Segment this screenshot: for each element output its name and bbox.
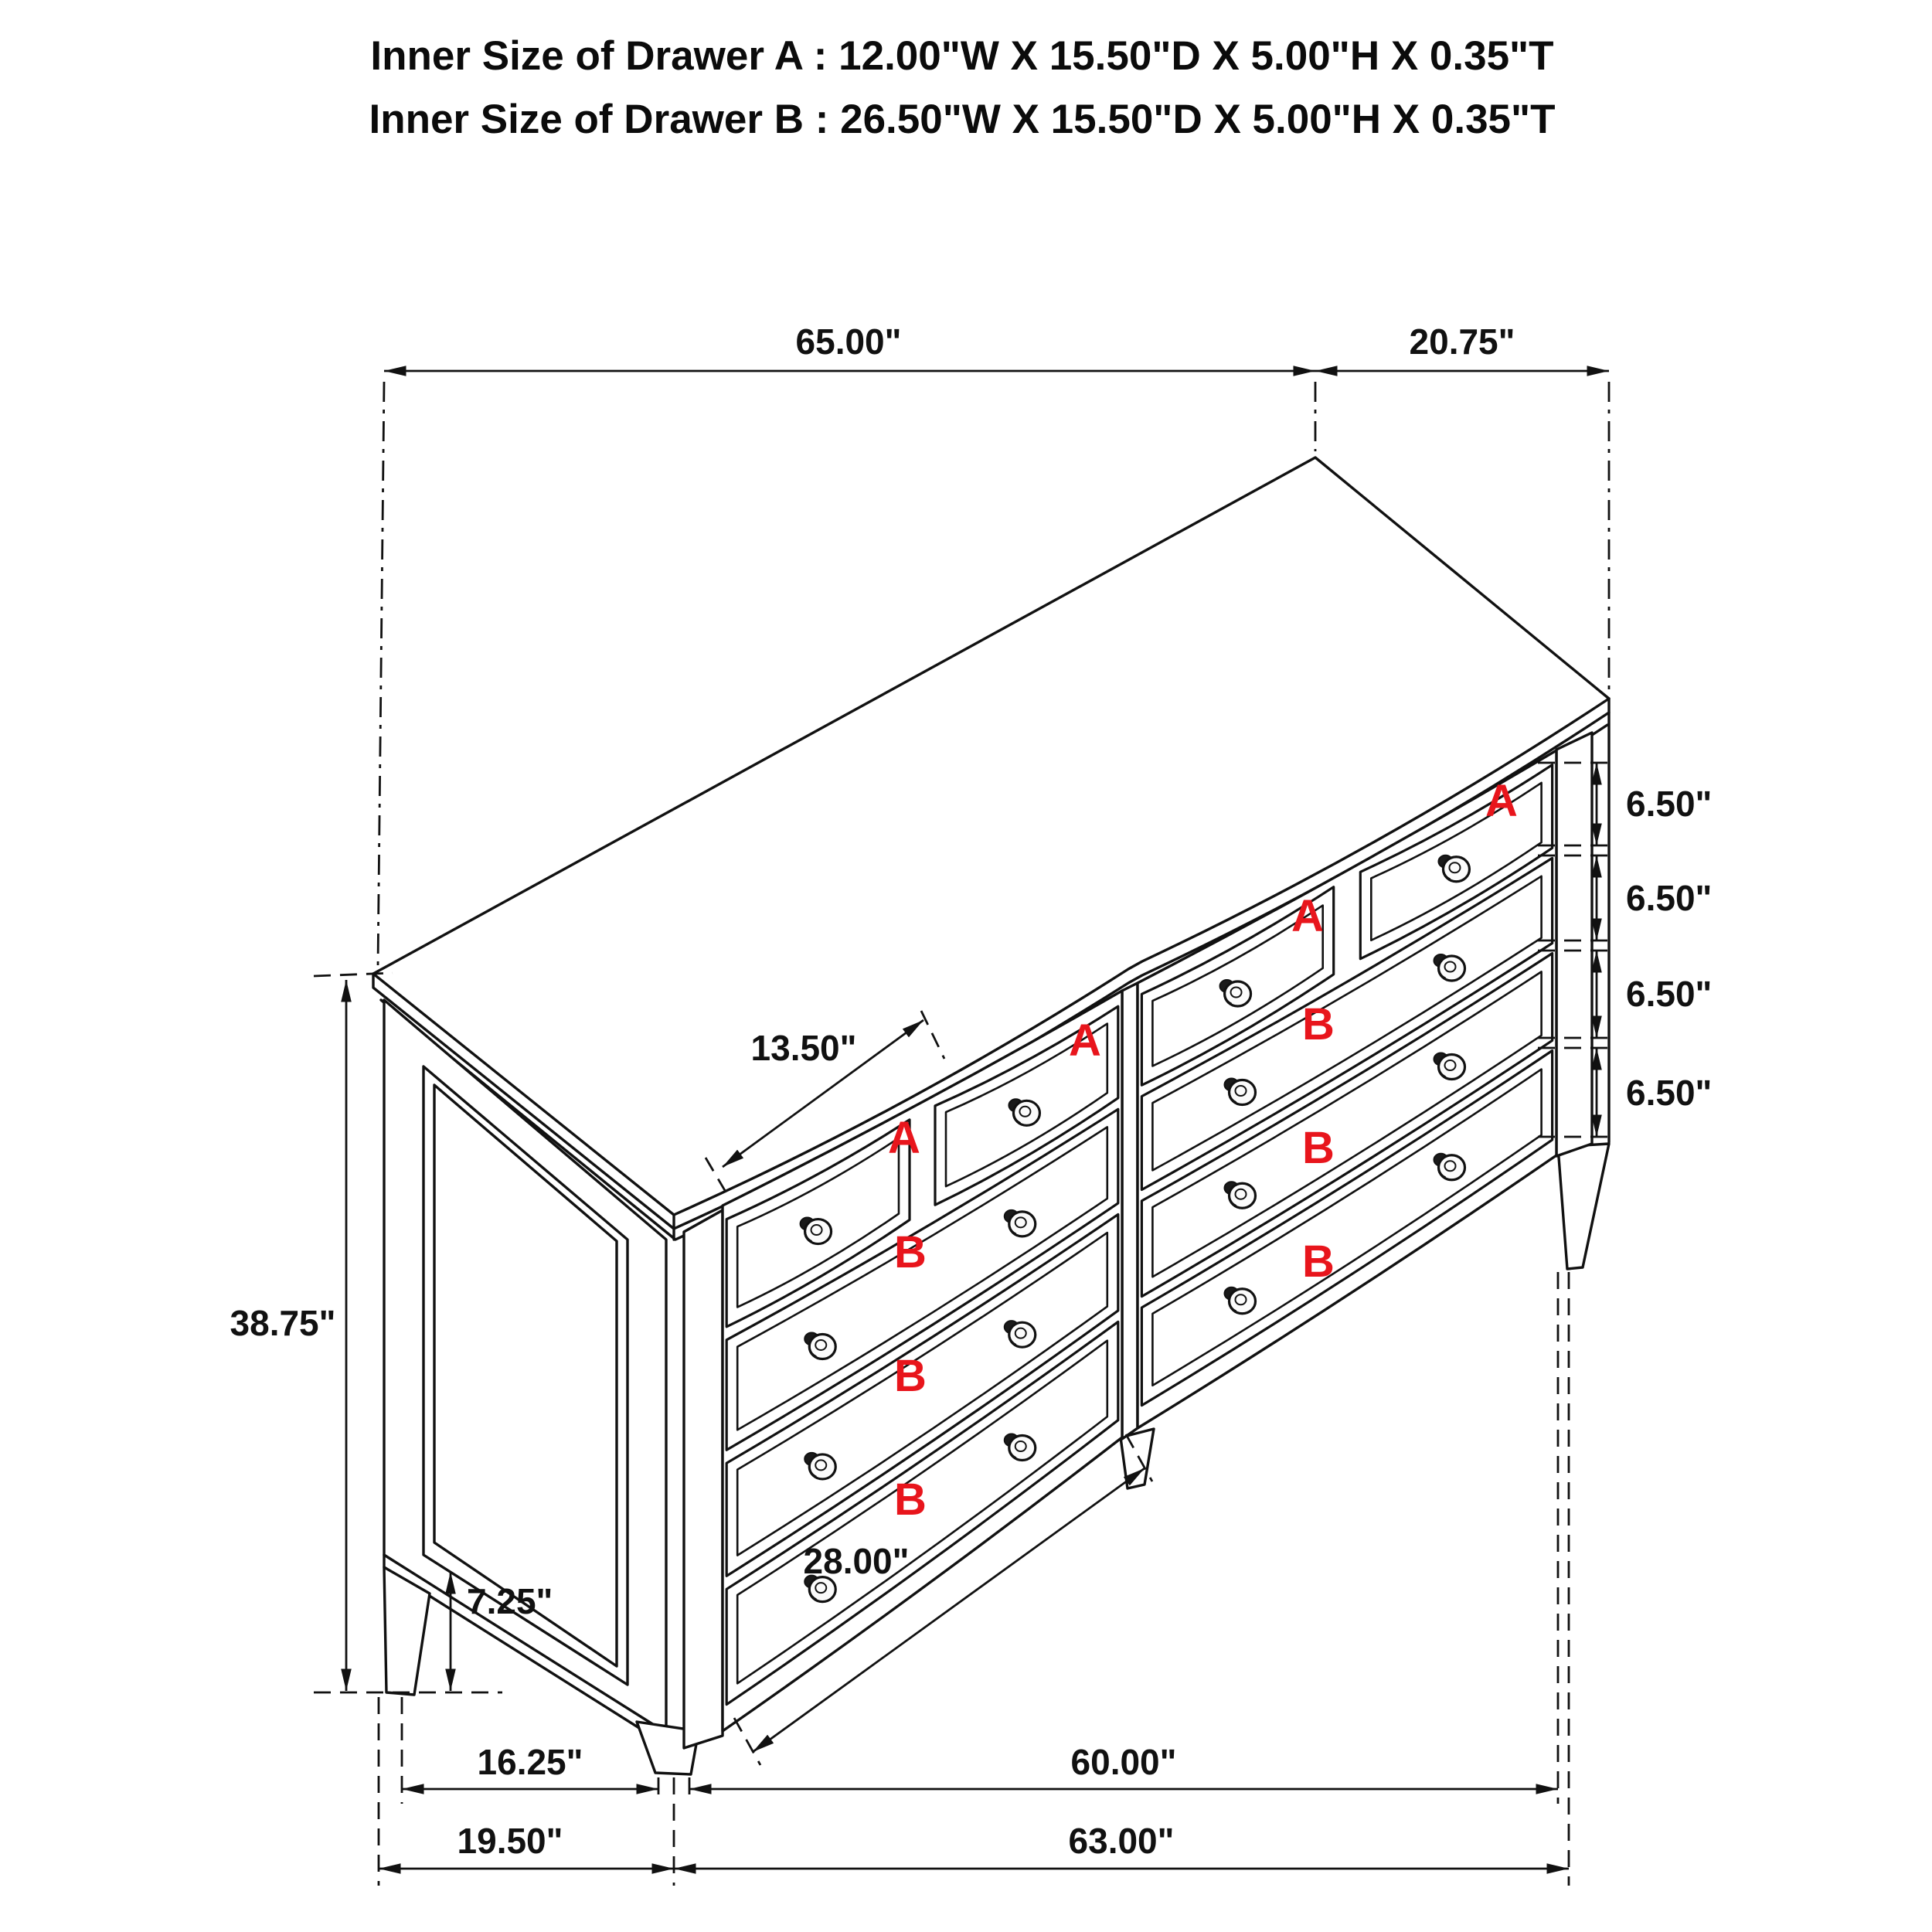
title-line-2: Inner Size of Drawer B : 26.50"W X 15.50"D X 5.00"H X 0.35"T: [369, 97, 1556, 142]
marker-drawer-b-6: B: [1302, 1236, 1335, 1287]
marker-drawer-a-2: A: [1069, 1015, 1101, 1066]
label-small-drawer-width: 13.50": [750, 1028, 857, 1068]
marker-drawer-a-3: A: [1291, 891, 1324, 941]
label-drawer-height-4: 6.50": [1626, 1073, 1713, 1113]
center-stile: [1122, 983, 1138, 1439]
label-front-legs-inner: 60.00": [1070, 1742, 1177, 1782]
label-side-legs-outer: 19.50": [457, 1821, 563, 1861]
label-side-legs-inner: 16.25": [477, 1742, 583, 1782]
label-drawer-height-3: 6.50": [1626, 974, 1713, 1014]
title-block: [369, 33, 1555, 142]
label-total-height: 38.75": [230, 1303, 336, 1343]
label-drawer-height-2: 6.50": [1626, 878, 1713, 918]
marker-drawer-a-4: A: [1485, 776, 1518, 826]
label-drawer-height-1: 6.50": [1626, 784, 1713, 824]
marker-drawer-b-1: B: [894, 1227, 927, 1277]
marker-drawer-b-3: B: [894, 1475, 927, 1525]
label-top-width: 65.00": [795, 321, 902, 362]
label-leg-height: 7.25": [467, 1581, 553, 1621]
marker-drawer-b-2: B: [894, 1351, 927, 1401]
marker-drawer-a-1: A: [888, 1113, 920, 1163]
title-line-1: Inner Size of Drawer A : 12.00"W X 15.50"D X 5.00"H X 0.35"T: [370, 33, 1554, 79]
marker-drawer-b-5: B: [1302, 1123, 1335, 1173]
label-big-drawer-width: 28.00": [803, 1541, 910, 1581]
marker-drawer-b-4: B: [1302, 999, 1335, 1049]
label-front-legs-outer: 63.00": [1068, 1821, 1175, 1861]
right-end-stile: [1556, 733, 1592, 1156]
label-top-depth: 20.75": [1409, 321, 1515, 362]
left-front-stile: [684, 1210, 723, 1748]
right-leg: [1558, 1144, 1609, 1269]
